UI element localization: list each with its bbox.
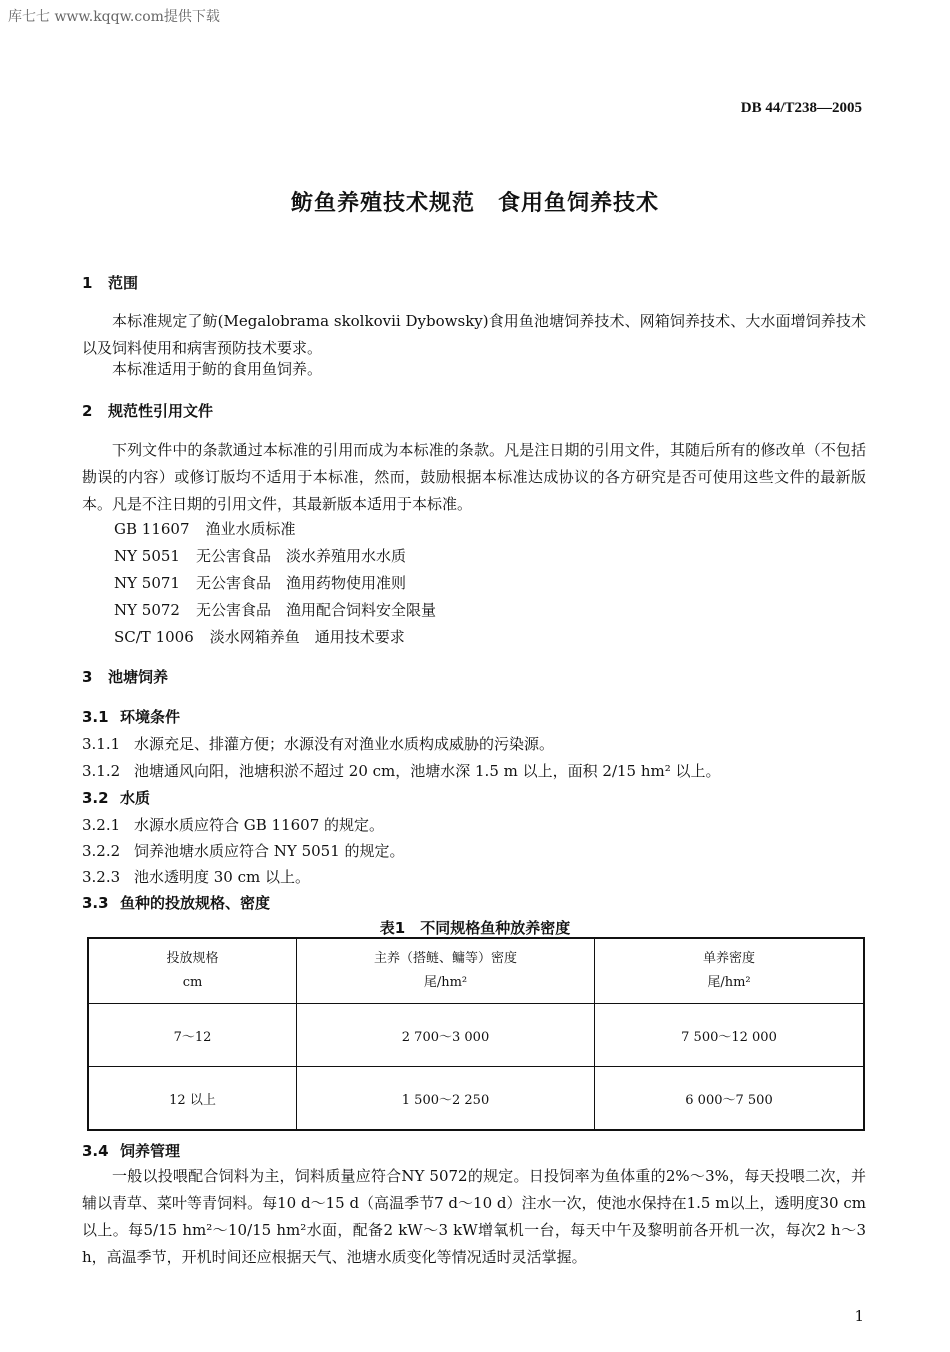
section-number: 3 (82, 668, 93, 686)
reference-name: 淡水网箱养鱼 通用技术要求 (209, 628, 405, 646)
table-header-cell (595, 938, 865, 1004)
subsection-number: 3.4 (82, 1142, 109, 1160)
reference-item (114, 599, 436, 620)
section-1-heading (82, 272, 138, 293)
clause-3-2-3 (82, 866, 310, 887)
subsection-number: 3.1 (82, 708, 109, 726)
table-cell: 7～12 (88, 1004, 297, 1067)
subsection-3-1-heading (82, 706, 180, 727)
table-row (88, 1004, 864, 1067)
table-row (88, 1067, 864, 1131)
reference-code: NY 5051 (114, 547, 180, 565)
section-title: 规范性引用文件 (108, 402, 214, 420)
subsection-title: 水质 (120, 789, 151, 807)
section-3-heading (82, 666, 168, 687)
section-2-heading (82, 400, 213, 421)
section-1-paragraph-2: 本标准适用于鲂的食用鱼饲养。 (112, 360, 323, 378)
subsection-3-2-heading (82, 787, 150, 808)
reference-name: 无公害食品 渔用配合饲料安全限量 (195, 601, 436, 619)
table-cell: 6 000～7 500 (595, 1067, 865, 1131)
stocking-density-table (87, 937, 865, 1131)
header-unit: 尾/hm² (423, 975, 468, 990)
clause-text: 池水透明度 30 cm 以上。 (134, 868, 311, 886)
subsection-title: 鱼种的投放规格、密度 (120, 894, 271, 912)
table-caption: 表1 不同规格鱼种放养密度 (379, 919, 571, 937)
header-unit: 尾/hm² (707, 975, 751, 990)
clause-text: 水源水质应符合 GB 11607 的规定。 (134, 816, 385, 834)
header-label: 单养密度 (702, 951, 755, 966)
standard-code: DB 44/T238—2005 (740, 100, 862, 116)
reference-item (114, 545, 406, 566)
clause-text: 水源充足、排灌方便；水源没有对渔业水质构成威胁的污染源。 (134, 735, 555, 753)
subsection-title: 环境条件 (120, 708, 181, 726)
subsection-3-4-heading (82, 1140, 180, 1161)
subsection-title: 饲养管理 (120, 1142, 181, 1160)
reference-name: 渔业水质标准 (205, 520, 296, 538)
section-number: 2 (82, 402, 93, 420)
clause-number: 3.2.1 (82, 816, 121, 834)
reference-item (114, 572, 406, 593)
reference-item (114, 626, 405, 647)
section-1-paragraph-1: 本标准规定了鲂(Megalobrama skolkovii Dybowsky)食用鱼池塘饲养技术、网箱饲养技术、大水面增饲养技术以及饲料使用和病害预防技术要求。 (82, 312, 866, 357)
clause-3-1-2 (82, 760, 721, 781)
reference-item (114, 518, 296, 539)
table-cell: 12 以上 (88, 1067, 297, 1131)
subsection-3-3-heading (82, 892, 270, 913)
table-cell: 1 500～2 250 (297, 1067, 595, 1131)
table-header-cell (88, 938, 297, 1004)
clause-3-2-1 (82, 814, 384, 835)
subsection-3-4-paragraph: 一般以投喂配合饲料为主，饲料质量应符合NY 5072的规定。日投饲率为鱼体重的2%～3%，每天投喂二次，并辅以青草、菜叶等青饲料。每10 d～15 d（高温季节7 d～10 d）注水一次，使池水保持在1.5 m以上，透明度30 cm以上。每5/15 hm²～10/15 hm²水面，配备2 kW～3 kW增氧机一台，每天中午及黎明前各开机一次，每次2 h～3 h，高温季节，开机时间还应根据天气、池塘水质变化等情况适时灵活掌握。 (82, 1167, 866, 1266)
header-label: 主养（搭鲢、鳙等）密度 (373, 951, 517, 966)
clause-number: 3.2.3 (82, 868, 121, 886)
table-header-cell (297, 938, 595, 1004)
section-title: 池塘饲养 (108, 668, 169, 686)
reference-code: NY 5072 (114, 601, 180, 619)
section-title: 范围 (108, 274, 139, 292)
reference-code: GB 11607 (114, 520, 190, 538)
reference-code: SC/T 1006 (114, 628, 194, 646)
subsection-number: 3.2 (82, 789, 109, 807)
clause-number: 3.1.1 (82, 735, 121, 753)
section-2-paragraph: 下列文件中的条款通过本标准的引用而成为本标准的条款。凡是注日期的引用文件，其随后所有的修改单（不包括勘误的内容）或修订版均不适用于本标准，然而，鼓励根据本标准达成协议的各方研究是否可使用这些文件的最新版本。凡是不注日期的引用文件，其最新版本适用于本标准。 (82, 441, 866, 513)
table-cell: 2 700～3 000 (297, 1004, 595, 1067)
table-header-row (88, 938, 864, 1004)
section-number: 1 (82, 274, 93, 292)
page-number: 1 (854, 1307, 864, 1325)
reference-name: 无公害食品 渔用药物使用准则 (195, 574, 406, 592)
clause-number: 3.2.2 (82, 842, 121, 860)
table-cell: 7 500～12 000 (595, 1004, 865, 1067)
clause-3-2-2 (82, 840, 405, 861)
clause-text: 池塘通风向阳，池塘积淤不超过 20 cm，池塘水深 1.5 m 以上，面积 2/15 hm² 以上。 (134, 762, 721, 780)
reference-name: 无公害食品 淡水养殖用水水质 (195, 547, 406, 565)
clause-3-1-1 (82, 733, 554, 754)
clause-text: 饲养池塘水质应符合 NY 5051 的规定。 (134, 842, 405, 860)
document-title: 鲂鱼养殖技术规范 食用鱼饲养技术 (290, 191, 659, 216)
reference-code: NY 5071 (114, 574, 180, 592)
subsection-number: 3.3 (82, 894, 109, 912)
clause-number: 3.1.2 (82, 762, 121, 780)
header-label: 投放规格 (166, 951, 219, 966)
watermark: 库七七 www.kqqw.com提供下载 (8, 9, 220, 25)
header-unit: cm (182, 975, 203, 990)
